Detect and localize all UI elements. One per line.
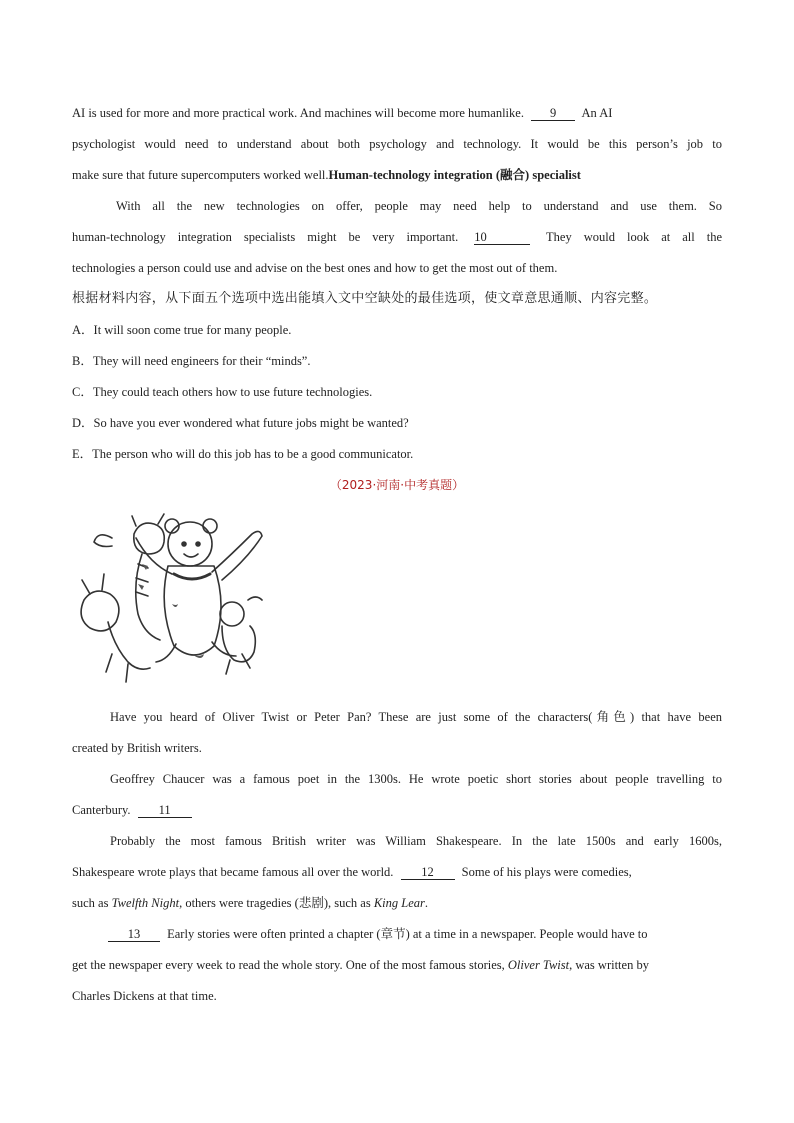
text-line [72, 921, 722, 952]
blank-9: 9 [531, 106, 575, 121]
option-d [72, 410, 722, 441]
option-c [72, 379, 722, 410]
blank-12: 12 [401, 865, 455, 880]
option-text: So have you ever wondered what future jobs might be wanted? [93, 416, 409, 430]
sentence: They would look at all the [546, 230, 723, 244]
option-letter: B． [72, 354, 93, 368]
text-line: psychologist would need to understand about both psychology and technology. It would be this person’s job to [72, 137, 722, 151]
sentence: Shakespeare wrote plays that became famous all over the world. [72, 865, 394, 879]
text-line: technologies a person could use and advise on the best ones and how to get the most out of them. [72, 261, 558, 275]
blank-11: 11 [138, 803, 192, 818]
text-line [72, 162, 722, 193]
text-line [72, 952, 722, 983]
sentence: An AI [581, 106, 613, 120]
text-line: With all the new technologies on offer, people may need help to understand and use them. So [116, 199, 722, 213]
sentence: get the newspaper every week to read the whole story. One of the most famous stories, [72, 958, 508, 972]
text-line [72, 100, 722, 131]
option-e [72, 441, 722, 472]
text-line [72, 797, 722, 828]
source-citation: （2023·河南·中考真题） [329, 478, 465, 492]
option-text: It will soon come true for many people. [93, 323, 292, 337]
option-text: They will need engineers for their “minds”. [92, 354, 311, 368]
sentence: human-technology integration specialists might be very important. [72, 230, 459, 244]
document-page [72, 100, 722, 1014]
italic-title: Oliver Twist [507, 958, 570, 972]
text-line: created by British writers. [72, 741, 202, 755]
text-line: Geoffrey Chaucer was a famous poet in the 1300s. He wrote poetic short stories about people travelling to [110, 772, 722, 786]
option-letter: E． [72, 447, 93, 461]
bold-heading: Human-technology integration (融合) specialist [328, 168, 581, 182]
blank-10: 10 [474, 230, 530, 245]
text-line: Probably the most famous British writer was William Shakespeare. In the late 1500s and early 1600s, [110, 834, 722, 848]
option-letter: C． [72, 385, 93, 399]
text-line [72, 890, 722, 921]
text-line [72, 859, 722, 890]
option-letter: A． [72, 323, 94, 337]
sentence: make sure that future supercomputers worked well. [72, 168, 329, 182]
option-b [72, 348, 722, 379]
text-line [72, 224, 722, 255]
option-letter: D． [72, 416, 94, 430]
instruction: 根据材料内容，从下面五个选项中选出能填入文中空缺处的最佳选项，使文章意思通顺、内容完整。 [72, 291, 658, 306]
italic-title: Twelfth Night [111, 896, 180, 910]
sentence: , was written by [569, 958, 649, 972]
option-a [72, 317, 722, 348]
text-line: Have you heard of Oliver Twist or Peter Pan? These are just some of the characters(角色) that have been [110, 710, 722, 724]
cartoon-characters-illustration [72, 504, 272, 694]
sentence: Some of his plays were comedies, [461, 865, 632, 879]
italic-title: King Lear [373, 896, 425, 910]
option-text: They could teach others how to use future technologies. [92, 385, 373, 399]
sentence: . [424, 896, 428, 910]
option-text: The person who will do this job has to be a good communicator. [92, 447, 414, 461]
text-line: Charles Dickens at that time. [72, 989, 217, 1003]
sentence: Early stories were often printed a chapter (章节) at a time in a newspaper. People would have to [167, 927, 648, 941]
sentence: , others were tragedies (悲剧), such as [179, 896, 374, 910]
blank-13: 13 [108, 927, 160, 942]
sentence: AI is used for more and more practical work. And machines will become more humanlike. [72, 106, 524, 120]
sentence: such as [72, 896, 112, 910]
sentence: Canterbury. [72, 803, 131, 817]
